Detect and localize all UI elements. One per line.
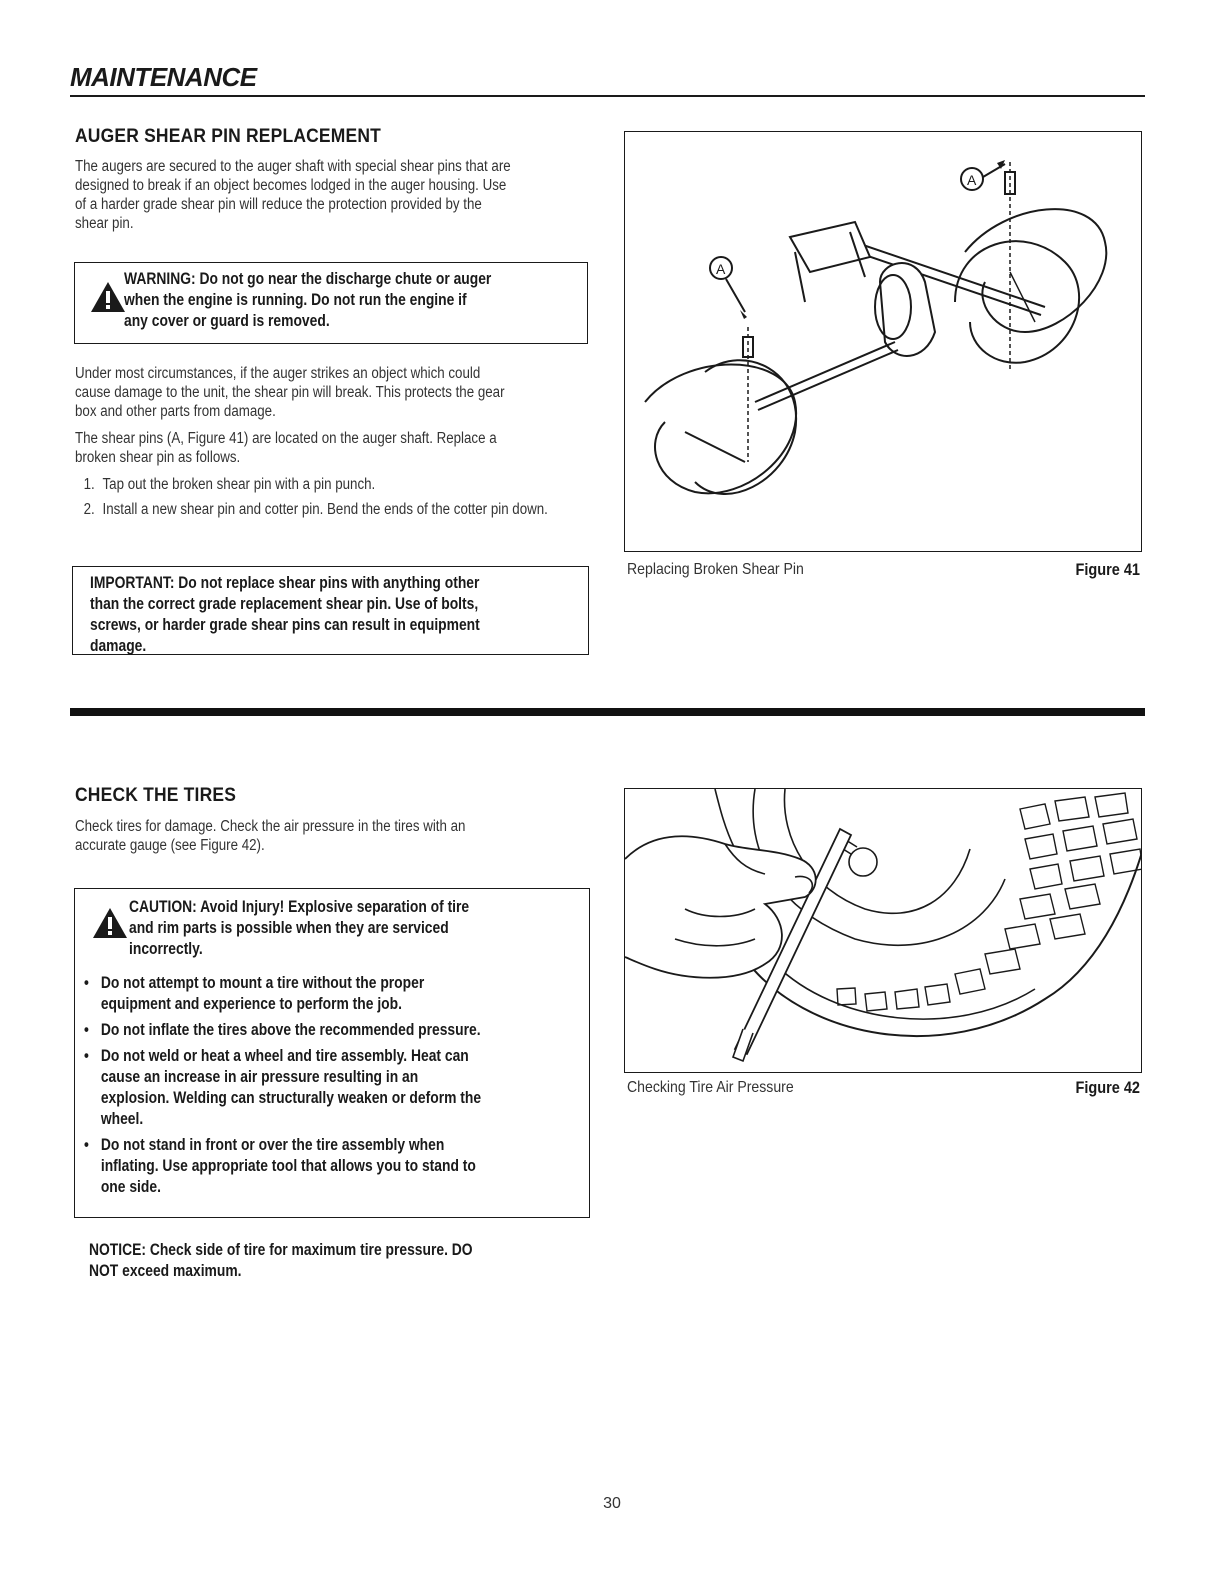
figure-41 [624,131,1142,552]
warning-line: any cover or guard is removed. [124,312,330,330]
text-line: cause damage to the unit, the shear pin will break. This protects the gear [75,384,505,401]
bullet-item [79,1135,481,1198]
important-line: damage. [90,637,147,655]
callout-a2: A [716,261,726,277]
step-text: Install a new shear pin and cotter pin. Bend the ends of the cotter pin down. [102,501,548,518]
tires-intro-line: Check tires for damage. Check the air pressure in the tires with an [75,818,466,835]
text-line: broken shear pin as follows. [75,449,241,466]
step-number: 1. [83,476,95,493]
notice-line: NOT exceed maximum. [89,1262,242,1280]
warning-line: WARNING: Do not go near the discharge chute or auger [124,270,492,288]
bullet-dot: • [84,1021,89,1039]
caution-triangle-icon [92,907,128,939]
figure-42-caption: Checking Tire Air Pressure [627,1079,794,1096]
bullet-line: equipment and experience to perform the job. [100,995,402,1013]
important-box [72,566,589,655]
bullet-line: Do not inflate the tires above the recommended pressure. [100,1021,481,1039]
step-text: Tap out the broken shear pin with a pin punch. [102,476,376,493]
auger-intro [75,157,591,233]
notice-text [89,1240,473,1282]
tire-gauge-illustration [625,789,1142,1073]
steps-list [75,475,591,519]
tires-intro-line: accurate gauge (see Figure 42). [75,837,265,854]
section-title: MAINTENANCE [70,62,257,92]
tires-heading: CHECK THE TIRES [75,785,237,806]
bullet-item [79,1046,481,1130]
bullet-dot: • [84,1047,89,1065]
caution-box [74,888,590,1218]
step-item [75,475,591,494]
bullet-line: cause an increase in air pressure resulting in an [100,1068,419,1086]
auger-illustration [625,132,1142,552]
step-number: 2. [83,501,95,518]
auger-body [75,364,591,525]
bullet-line: one side. [100,1178,161,1196]
auger-intro-line: shear pin. [75,215,134,232]
auger-intro-line: designed to break if an object becomes lodged in the auger housing. Use [75,177,507,194]
bullet-item [79,973,481,1015]
section-rule [70,95,1145,97]
text-line: The shear pins (A, Figure 41) are located on the auger shaft. Replace a [75,430,497,447]
bullet-line: Do not stand in front or over the tire assembly when [100,1136,445,1154]
important-line: than the correct grade replacement shear pin. Use of bolts, [90,595,479,613]
bullet-line: wheel. [100,1110,144,1128]
paragraph [75,429,591,467]
callout-a1: A [967,172,977,188]
warning-line: when the engine is running. Do not run the engine if [124,291,467,309]
step-item [75,500,584,519]
warning-box [74,262,588,344]
text-line: box and other parts from damage. [75,403,276,420]
caution-line: incorrectly. [129,940,203,958]
bullet-line: Do not attempt to mount a tire without the proper [100,974,425,992]
bullet-dot: • [84,974,89,992]
figure-41-caption: Replacing Broken Shear Pin [627,561,804,578]
bullet-line: explosion. Welding can structurally weaken or deform the [100,1089,482,1107]
paragraph [75,364,591,421]
bullet-line: Do not weld or heat a wheel and tire assembly. Heat can [100,1047,469,1065]
auger-intro-line: of a harder grade shear pin will reduce the protection provided by the [75,196,482,213]
important-line: IMPORTANT: Do not replace shear pins with anything other [90,574,480,592]
figure-42-label: Figure 42 [1075,1079,1140,1097]
figure-42 [624,788,1142,1073]
tires-intro [75,817,591,855]
caution-text [129,897,469,960]
auger-heading: AUGER SHEAR PIN REPLACEMENT [75,126,382,147]
warning-triangle-icon [90,281,126,313]
bullet-item [79,1020,481,1041]
auger-intro-line: The augers are secured to the auger shaft with special shear pins that are [75,158,511,175]
important-line: screws, or harder grade shear pins can result in equipment [90,616,480,634]
text-line: Under most circumstances, if the auger strikes an object which could [75,365,481,382]
caution-line: CAUTION: Avoid Injury! Explosive separation of tire [129,898,470,916]
page-number: 30 [603,1495,621,1512]
bullet-line: inflating. Use appropriate tool that allows you to stand to [100,1157,476,1175]
bullet-dot: • [84,1136,89,1154]
caution-bullets [79,973,481,1203]
notice-line: NOTICE: Check side of tire for maximum tire pressure. DO [89,1241,473,1259]
important-text [90,573,480,657]
caution-line: and rim parts is possible when they are serviced [129,919,449,937]
warning-text [124,269,491,332]
figure-41-label: Figure 41 [1075,561,1140,579]
section-divider [70,708,1145,716]
